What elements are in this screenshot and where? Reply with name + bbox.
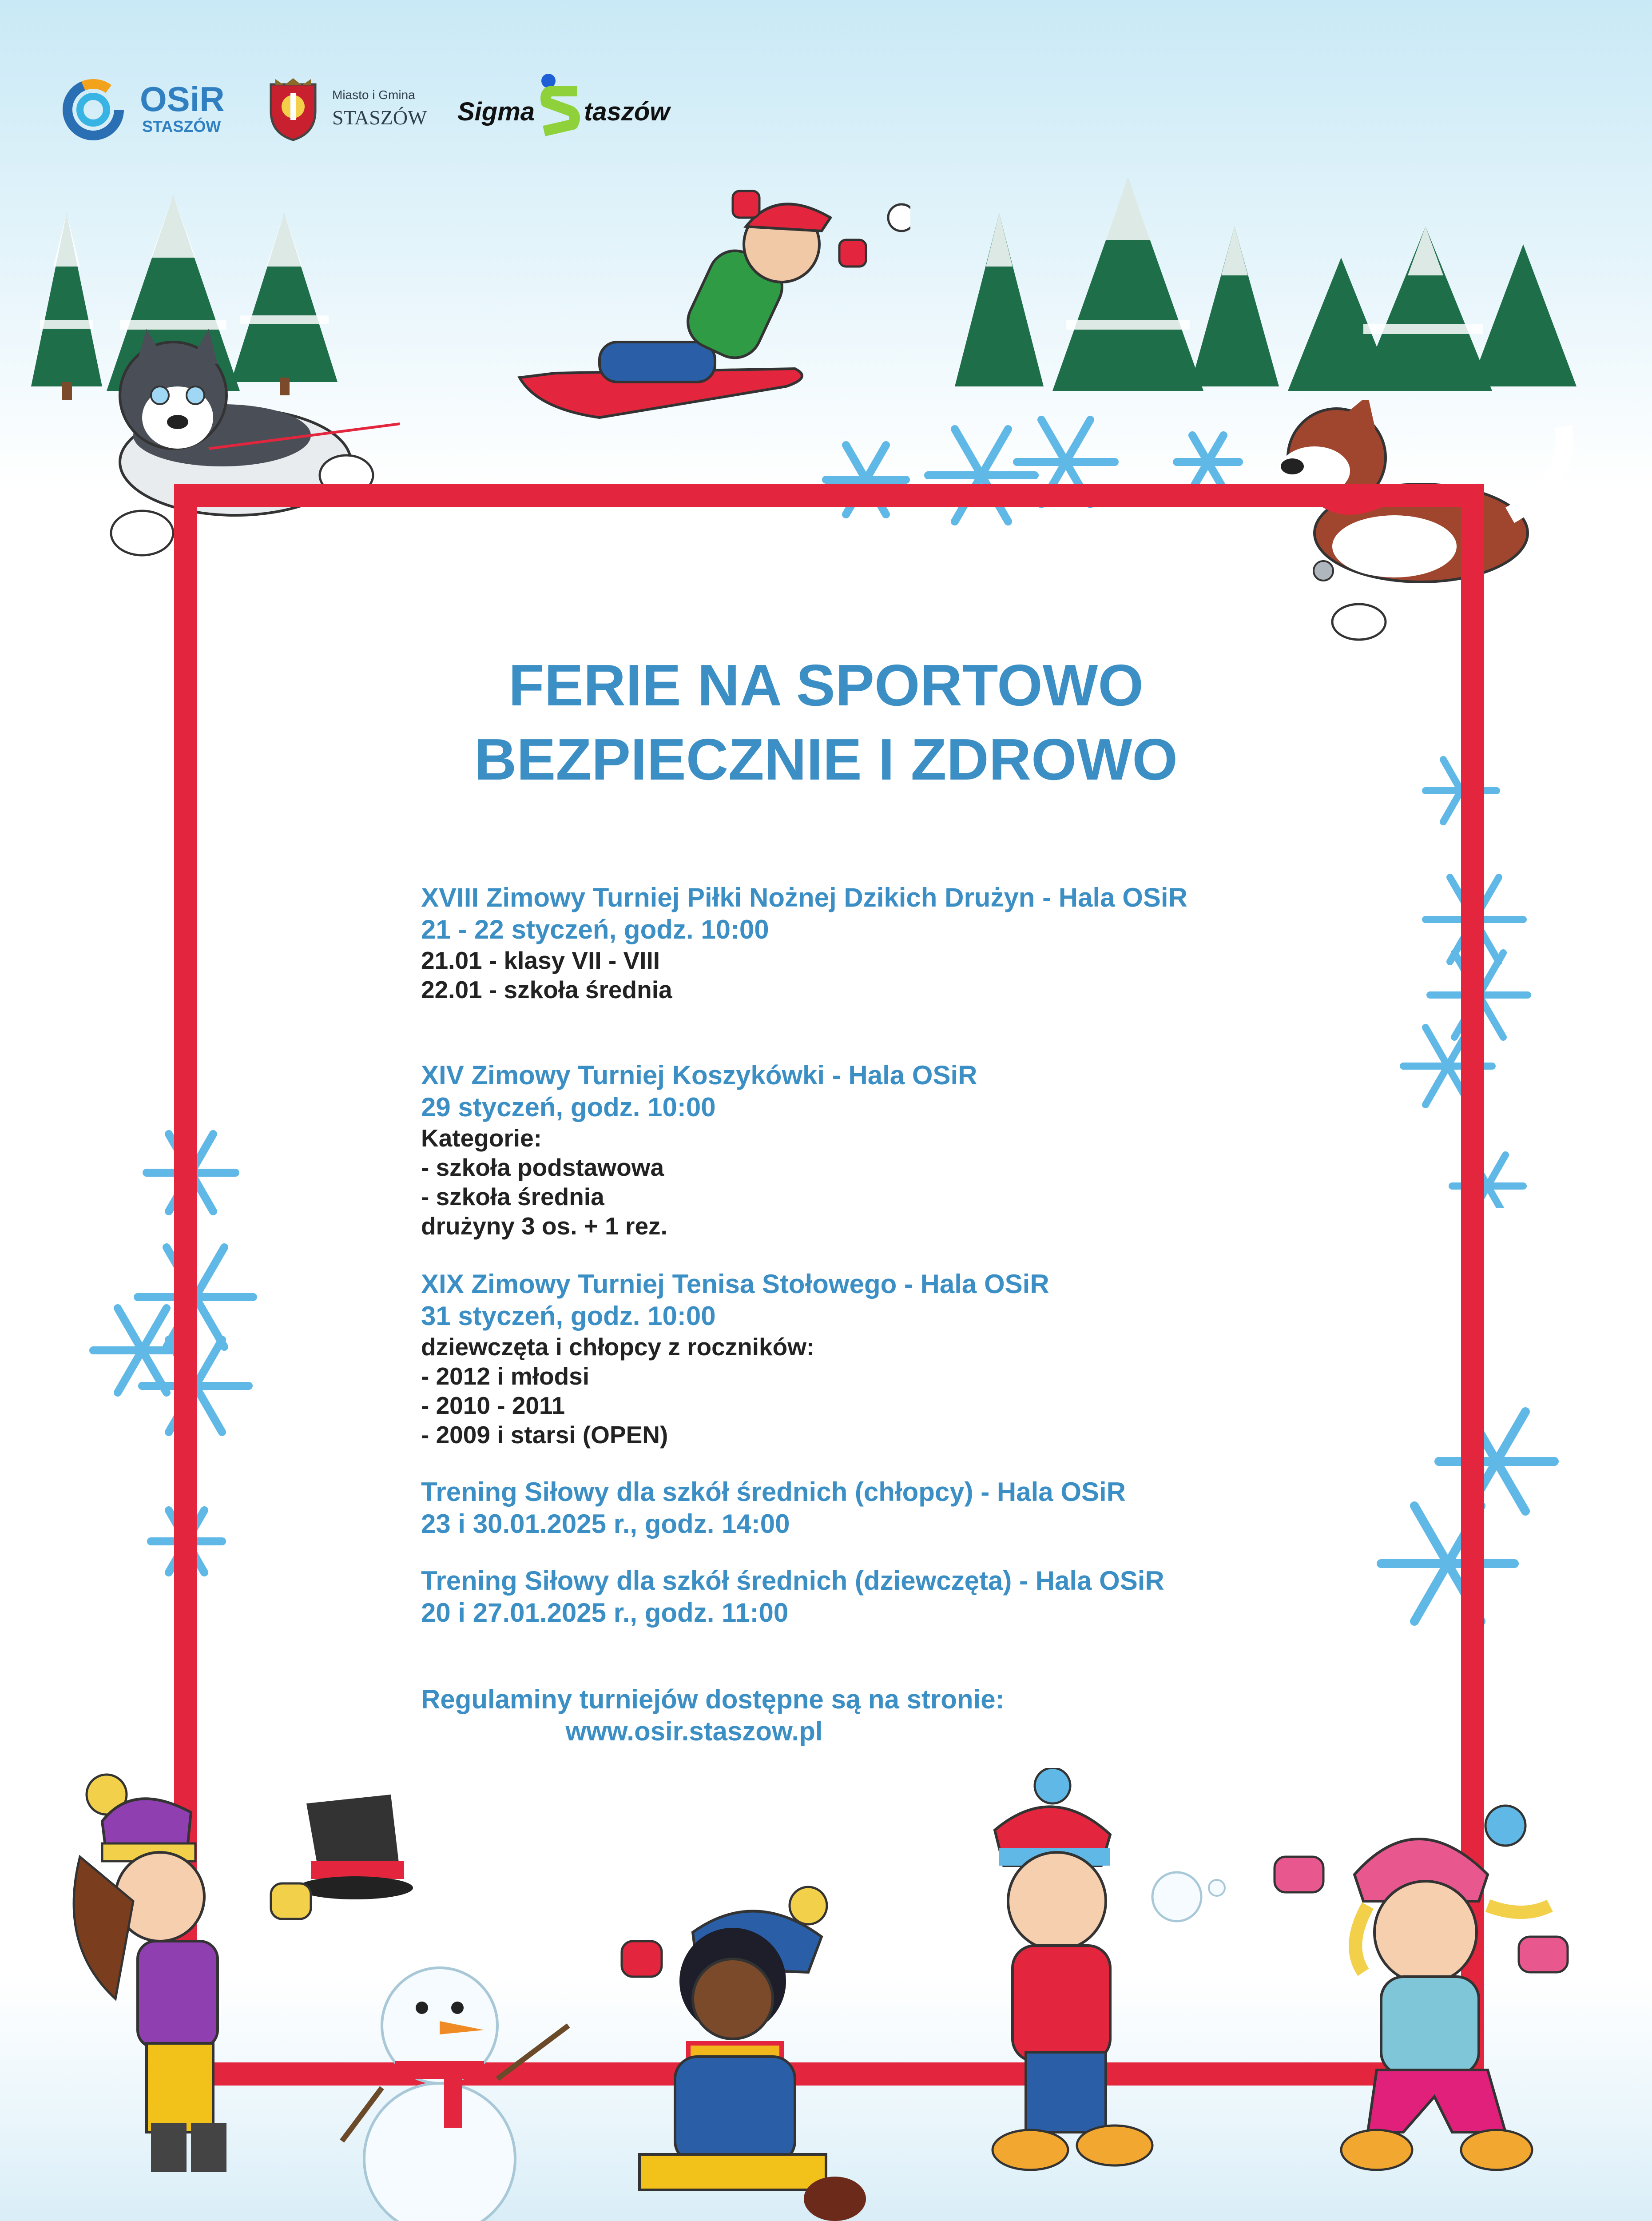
osir-logo xyxy=(58,71,235,151)
sigma-s-icon xyxy=(535,71,588,142)
event-detail: Kategorie: xyxy=(421,1124,542,1152)
boy-snowball-illustration xyxy=(968,1768,1235,2177)
event-title: Trening Siłowy dla szkół średnich (chłopcy) - Hala OSiR xyxy=(421,1477,1126,1507)
right-trees-illustration xyxy=(950,178,1581,409)
event-detail: dziewczęta i chłopcy z roczników: xyxy=(421,1333,815,1361)
event-date: 23 i 30.01.2025 r., godz. 14:00 xyxy=(421,1509,790,1539)
event-detail: - 2010 - 2011 xyxy=(421,1392,565,1419)
rules-note xyxy=(421,1684,1005,1747)
gmina-logo-small: Miasto i Gmina xyxy=(332,88,415,102)
page-title-line1: FERIE NA SPORTOWO xyxy=(508,653,1144,718)
event-basketball xyxy=(421,1059,977,1241)
event-title: XVIII Zimowy Turniej Piłki Nożnej Dzikich Drużyn - Hala OSiR xyxy=(421,883,1187,912)
event-detail: 21.01 - klasy VII - VIII xyxy=(421,947,660,974)
event-title: XIX Zimowy Turniej Tenisa Stołowego - Hala OSiR xyxy=(421,1269,1049,1299)
osir-logo-name: OSiR xyxy=(140,80,225,119)
event-table-tennis xyxy=(421,1268,1049,1449)
event-date: 31 styczeń, godz. 10:00 xyxy=(421,1301,716,1331)
gmina-logo-name: STASZÓW xyxy=(332,106,427,129)
sigma-logo-left: Sigma xyxy=(457,97,535,126)
event-title: Trening Siłowy dla szkół średnich (dziewczęta) - Hala OSiR xyxy=(421,1566,1164,1596)
event-detail: - szkoła średnia xyxy=(421,1183,604,1210)
event-strength-girls xyxy=(421,1565,1164,1629)
event-detail: - 2009 i starsi (OPEN) xyxy=(421,1421,668,1449)
event-football xyxy=(421,882,1187,1004)
girl-in-pink-illustration xyxy=(1257,1786,1594,2177)
event-date: 21 - 22 styczeń, godz. 10:00 xyxy=(421,915,769,944)
website-link[interactable]: www.osir.staszow.pl xyxy=(565,1716,823,1746)
coat-of-arms-icon xyxy=(266,76,320,142)
sigma-logo xyxy=(457,71,733,151)
event-detail: - 2012 i młodsi xyxy=(421,1362,590,1390)
event-detail: 22.01 - szkoła średnia xyxy=(421,976,672,1003)
snowman-illustration xyxy=(338,1928,586,2221)
event-detail: drużyny 3 os. + 1 rez. xyxy=(421,1212,667,1240)
event-title: XIV Zimowy Turniej Koszykówki - Hala OSiR xyxy=(421,1060,977,1090)
gmina-logo xyxy=(266,71,488,151)
boy-in-blue-illustration xyxy=(586,1879,870,2221)
event-date: 29 styczeń, godz. 10:00 xyxy=(421,1092,716,1122)
osir-ring-icon xyxy=(58,76,133,143)
rules-note-text: Regulaminy turniejów dostępne są na stronie: xyxy=(421,1684,1005,1714)
event-date: 20 i 27.01.2025 r., godz. 11:00 xyxy=(421,1598,789,1628)
sigma-logo-right: taszów xyxy=(584,97,670,126)
osir-logo-sub: STASZÓW xyxy=(142,117,221,135)
event-detail: - szkoła podstawowa xyxy=(421,1154,664,1181)
event-strength-boys xyxy=(421,1476,1126,1540)
page-title-line2: BEZPIECZNIE I ZDROWO xyxy=(474,727,1178,792)
